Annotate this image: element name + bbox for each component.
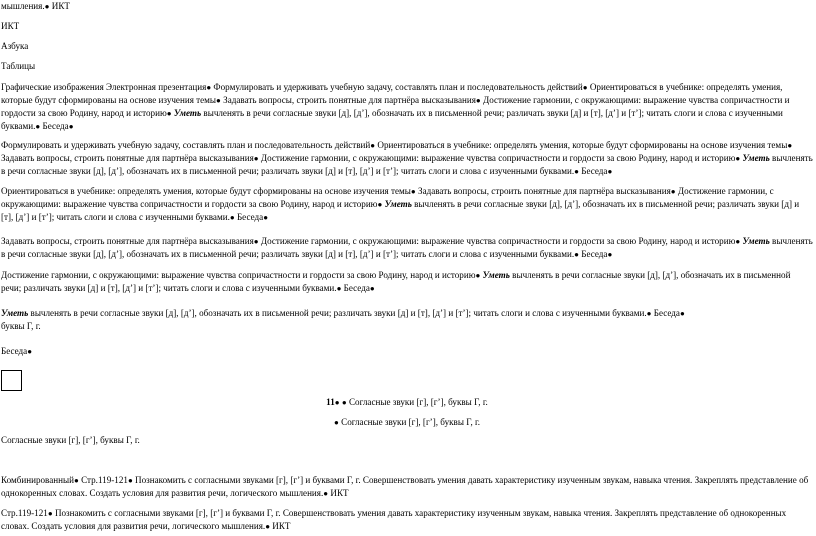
bullet-icon: ●: [73, 476, 79, 485]
bullet-icon: ●: [582, 83, 588, 92]
bullet-icon: ●: [35, 122, 41, 131]
bullet-icon: ●: [336, 284, 342, 293]
paragraph-4: Задавать вопросы, строить понятные для партнёра высказывания● Достижение гармонии, с окружающими: выражение чувства сопричастности и гордости за свою Родину, народ и историю● Уметь вычленять в речи согласные звуки [д], [д’], обозначать их в письменной речи; различать звуки [д] и [т], [д’] и [т’]; читать слоги и слова с изученными буквами.● Беседа●: [1, 236, 813, 259]
lesson-title: Согласные звуки [г], [г’], буквы Г, г.: [346, 397, 488, 407]
bullet-icon: ●: [574, 167, 579, 176]
lesson-title-3: Согласные звуки [г], [г’], буквы Г, г.: [1, 435, 140, 445]
bullet-icon: ●: [377, 200, 383, 209]
bullet-icon: ●: [735, 154, 741, 163]
top-line: мышления.● ИКТ: [1, 1, 70, 11]
umet-label: Уметь: [382, 199, 412, 209]
umet-label: Уметь: [171, 108, 202, 118]
umet-label: Уметь: [1, 308, 29, 318]
bullet-icon: ●: [166, 109, 172, 118]
lesson-title-2: ● Согласные звуки [г], [г’], буквы Г, г.: [334, 417, 480, 427]
letters-label: буквы Г, г.: [1, 321, 41, 331]
bullet-icon: ●: [475, 96, 481, 105]
bullet-icon: ●: [646, 309, 652, 318]
bullet-icon: ●: [679, 309, 685, 318]
bullet-icon: ●: [253, 237, 259, 246]
bullet-icon: ●: [670, 187, 676, 196]
bullet-icon: ●: [265, 522, 271, 531]
paragraph-2: Формулировать и удерживать учебную задачу, составлять план и последовательность действий● Ориентироваться в учебнике: определять умения, которые будут сформированы на основе изучения темы● Задавать вопросы, строить понятные для партнёра высказывания● Достижение гармонии, с окружающими: выражение чувства сопричастности и гордости за свою Родину, народ и историю● Уметь вычленять в речи согласные звуки [д], [д’], обозначать их в письменной речи; различать звуки [д] и [т], [д’] и [т’]; читать слоги и слова с изученными буквами.● Беседа●: [1, 140, 813, 176]
bullet-icon: ●: [607, 250, 613, 259]
bullet-icon: ●: [334, 398, 340, 407]
bullet-icon: ●: [334, 418, 339, 427]
bullet-icon: ●: [369, 284, 375, 293]
bullet-icon: ●: [47, 509, 53, 518]
bullet-icon: ●: [27, 347, 33, 356]
bullet-icon: ●: [216, 96, 221, 105]
bullet-icon: ●: [253, 154, 259, 163]
paragraph-6: Уметь вычленять в речи согласные звуки [д], [д’], обозначать их в письменной речи; различать звуки [д] и [т], [д’] и [т’]; читать слоги и слова с изученными буквами.● Беседа● буквы Г, г.: [1, 308, 685, 331]
beseda-line: Беседа●: [1, 346, 33, 356]
lesson-number: 11: [326, 397, 335, 407]
paragraph-combined: Комбинированный● Стр.119-121● Познакомить с согласными звуками [г], [г’] и буквами Г, г. Совершенствовать умения давать характеристику изученным звукам, навыка чтения. Закреплять представление об однокоренных словах. Создать условия для развития речи, логического мышления.● ИКТ: [1, 475, 809, 498]
bullet-icon: ●: [475, 271, 481, 280]
bullet-icon: ●: [127, 476, 133, 485]
bullet-icon: ●: [574, 250, 579, 259]
paragraph-last: Стр.119-121● Познакомить с согласными звуками [г], [г’] и буквами Г, г. Совершенствовать умения давать характеристику изученным звукам, навыка чтения. Закреплять представление об однокоренных словах. Создать условия для развития речи, логического мышления.● ИКТ: [1, 508, 787, 531]
bullet-icon: ●: [735, 237, 741, 246]
paragraph-3: Ориентироваться в учебнике: определять умения, которые будут сформированы на основе изучения темы● Задавать вопросы, строить понятные для партнёра высказывания● Достижение гармонии, с окружающими: выражение чувства сопричастности и гордости за свою Родину, народ и историю● Уметь вычленять в речи согласные звуки [д], [д’], обозначать их в письменной речи; различать звуки [д] и [т], [д’] и [т’]; читать слоги и слова с изученными буквами.● Беседа●: [1, 186, 800, 222]
empty-cell-box: [1, 370, 22, 391]
bullet-icon: ●: [607, 167, 613, 176]
bullet-icon: ●: [229, 213, 235, 222]
lesson-heading: [1, 396, 813, 409]
bullet-icon: ●: [787, 141, 793, 150]
paragraph-5: Достижение гармонии, с окружающими: выражение чувства сопричастности и гордости за свою Родину, народ и историю● Уметь вычленять в речи согласные звуки [д], [д’], обозначать их в письменной речи; различать звуки [д] и [т], [д’] и [т’]; читать слоги и слова с изученными буквами.● Беседа●: [1, 270, 791, 293]
umet-label: Уметь: [740, 236, 770, 246]
azbuka-label: Азбука: [1, 41, 29, 51]
bullet-icon: ●: [323, 489, 329, 498]
paragraph-1: Графические изображения Электронная презентация● Формулировать и удерживать учебную задачу, составлять план и последовательность действий● Ориентироваться в учебнике: определять умения, которые будут сформированы на основе изучения темы● Задавать вопросы, строить понятные для партнёра высказывания● Достижение гармонии, с окружающими: выражение чувства сопричастности и гордости за свою Родину, народ и историю● Уметь вычленять в речи согласные звуки [д], [д’], обозначать их в письменной речи; различать звуки [д] и [т], [д’] и [т’]; читать слоги и слова с изученными буквами.● Беседа●: [1, 82, 790, 131]
bullet-icon: ●: [68, 122, 74, 131]
bullet-icon: ●: [206, 83, 212, 92]
ikt-label: ИКТ: [1, 21, 20, 31]
umet-label: Уметь: [480, 270, 510, 280]
bullet-icon: ●: [263, 213, 269, 222]
tables-label: Таблицы: [1, 61, 36, 71]
bullet-icon: ●: [410, 187, 416, 196]
bullet-icon: ●: [370, 141, 376, 150]
bullet-icon: ●: [44, 2, 50, 11]
bullet-icon: ●: [341, 398, 347, 407]
umet-label: Уметь: [740, 153, 770, 163]
